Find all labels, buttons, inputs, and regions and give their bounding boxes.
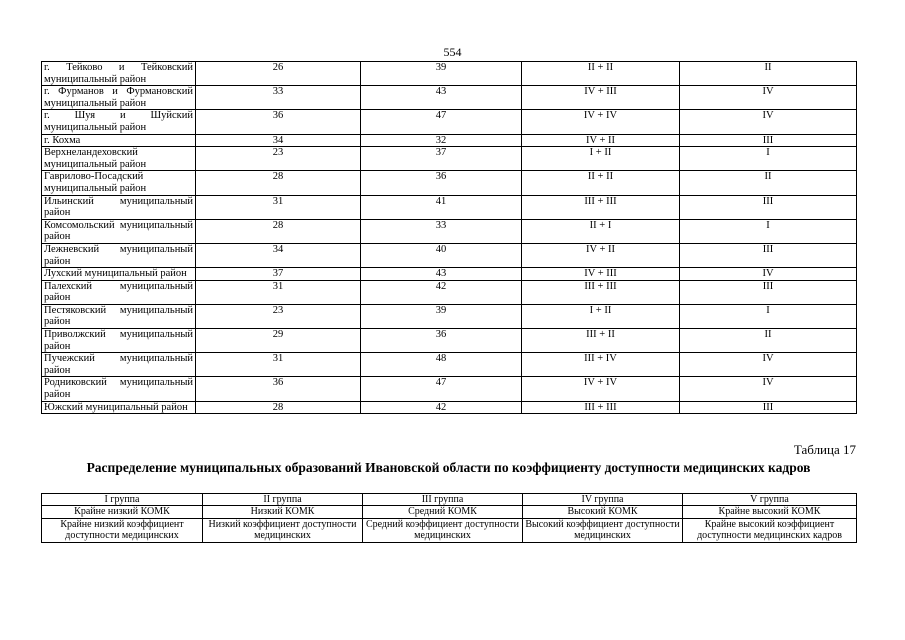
- group-cell: Средний коэффициент доступности медицинских: [363, 518, 523, 542]
- table-row: [42, 219, 857, 243]
- value-cell: 47: [361, 377, 522, 401]
- table-row: [42, 518, 857, 542]
- value-cell: 41: [361, 195, 522, 219]
- table-row: [42, 280, 857, 304]
- value-cell: 23: [196, 304, 361, 328]
- table-row: [42, 377, 857, 401]
- municipality-name-cell: Пучежский муниципальный район: [42, 353, 196, 377]
- value-cell: IV: [680, 110, 857, 134]
- table-row: [42, 401, 857, 414]
- table-row: [42, 494, 857, 506]
- municipality-name-cell: Верхнеландеховский муниципальный район: [42, 147, 196, 171]
- group-cell: IV группа: [523, 494, 683, 506]
- value-cell: 23: [196, 147, 361, 171]
- value-cell: 42: [361, 401, 522, 414]
- municipality-name-cell: Пестяковский муниципальный район: [42, 304, 196, 328]
- value-cell: 29: [196, 329, 361, 353]
- group-cell: Низкий КОМК: [203, 506, 363, 518]
- table-row: [42, 243, 857, 267]
- value-cell: 31: [196, 353, 361, 377]
- value-cell: III + III: [522, 280, 680, 304]
- group-cell: I группа: [42, 494, 203, 506]
- value-cell: 37: [361, 147, 522, 171]
- value-cell: III: [680, 195, 857, 219]
- value-cell: IV: [680, 353, 857, 377]
- table-row: [42, 353, 857, 377]
- value-cell: III: [680, 401, 857, 414]
- value-cell: II: [680, 171, 857, 195]
- value-cell: 34: [196, 243, 361, 267]
- group-cell: II группа: [203, 494, 363, 506]
- value-cell: IV + III: [522, 86, 680, 110]
- value-cell: 31: [196, 280, 361, 304]
- value-cell: IV + IV: [522, 377, 680, 401]
- municipality-name-cell: г. Шуя и Шуйский муниципальный район: [42, 110, 196, 134]
- municipality-name-cell: Гаврилово-Посадский муниципальный район: [42, 171, 196, 195]
- table-17-title: Распределение муниципальных образований Ивановской области по коэффициенту доступности медицинских кадров: [86, 460, 811, 475]
- value-cell: 36: [196, 110, 361, 134]
- value-cell: 28: [196, 171, 361, 195]
- table-row: [42, 195, 857, 219]
- group-cell: Крайне низкий КОМК: [42, 506, 203, 518]
- table-row: [42, 171, 857, 195]
- value-cell: 36: [361, 329, 522, 353]
- municipality-name-cell: г. Тейково и Тейковский муниципальный район: [42, 62, 196, 86]
- value-cell: I + II: [522, 147, 680, 171]
- table-row: [42, 268, 857, 281]
- value-cell: III + II: [522, 329, 680, 353]
- value-cell: II: [680, 62, 857, 86]
- table-row: [42, 147, 857, 171]
- table-row: [42, 304, 857, 328]
- table-row: [42, 86, 857, 110]
- group-cell: Высокий КОМК: [523, 506, 683, 518]
- table-row: [42, 62, 857, 86]
- group-cell: V группа: [683, 494, 857, 506]
- value-cell: 26: [196, 62, 361, 86]
- value-cell: IV: [680, 86, 857, 110]
- group-cell: Средний КОМК: [363, 506, 523, 518]
- value-cell: IV + IV: [522, 110, 680, 134]
- table-row: [42, 134, 857, 147]
- value-cell: 34: [196, 134, 361, 147]
- municipality-name-cell: Лежневский муниципальный район: [42, 243, 196, 267]
- value-cell: IV + III: [522, 268, 680, 281]
- value-cell: 36: [196, 377, 361, 401]
- municipality-scores-table: [41, 61, 857, 414]
- group-cell: Высокий коэффициент доступности медицинских: [523, 518, 683, 542]
- value-cell: I: [680, 219, 857, 243]
- value-cell: III: [680, 134, 857, 147]
- value-cell: 43: [361, 268, 522, 281]
- value-cell: I: [680, 304, 857, 328]
- value-cell: 39: [361, 304, 522, 328]
- value-cell: 42: [361, 280, 522, 304]
- value-cell: 48: [361, 353, 522, 377]
- value-cell: II: [680, 329, 857, 353]
- municipality-name-cell: Лухский муниципальный район: [42, 268, 196, 281]
- value-cell: 39: [361, 62, 522, 86]
- group-cell: Крайне низкий коэффициент доступности медицинских: [42, 518, 203, 542]
- value-cell: 31: [196, 195, 361, 219]
- value-cell: 32: [361, 134, 522, 147]
- municipality-name-cell: Родниковский муниципальный район: [42, 377, 196, 401]
- municipality-name-cell: Палехский муниципальный район: [42, 280, 196, 304]
- municipality-name-cell: Приволжский муниципальный район: [42, 329, 196, 353]
- value-cell: III + IV: [522, 353, 680, 377]
- value-cell: II + II: [522, 62, 680, 86]
- municipality-name-cell: г. Фурманов и Фурмановский муниципальный район: [42, 86, 196, 110]
- municipality-name-cell: Южский муниципальный район: [42, 401, 196, 414]
- value-cell: 37: [196, 268, 361, 281]
- municipality-name-cell: Комсомольский муниципальный район: [42, 219, 196, 243]
- value-cell: II + II: [522, 171, 680, 195]
- value-cell: 40: [361, 243, 522, 267]
- value-cell: 33: [196, 86, 361, 110]
- value-cell: IV + II: [522, 134, 680, 147]
- municipality-name-cell: Ильинский муниципальный район: [42, 195, 196, 219]
- value-cell: II + I: [522, 219, 680, 243]
- table-row: [42, 110, 857, 134]
- value-cell: III: [680, 243, 857, 267]
- value-cell: 47: [361, 110, 522, 134]
- table-row: [42, 329, 857, 353]
- value-cell: I + II: [522, 304, 680, 328]
- group-cell: III группа: [363, 494, 523, 506]
- group-distribution-table: [41, 493, 857, 543]
- value-cell: 28: [196, 219, 361, 243]
- value-cell: 28: [196, 401, 361, 414]
- value-cell: IV: [680, 377, 857, 401]
- value-cell: IV: [680, 268, 857, 281]
- value-cell: 43: [361, 86, 522, 110]
- group-cell: Крайне высокий КОМК: [683, 506, 857, 518]
- municipality-name-cell: г. Кохма: [42, 134, 196, 147]
- page-number: 554: [443, 45, 462, 59]
- value-cell: III + III: [522, 401, 680, 414]
- value-cell: IV + II: [522, 243, 680, 267]
- group-cell: Крайне высокий коэффициент доступности медицинских кадров: [683, 518, 857, 542]
- table-17-label: Таблица 17: [793, 442, 856, 457]
- group-cell: Низкий коэффициент доступности медицинских: [203, 518, 363, 542]
- value-cell: 36: [361, 171, 522, 195]
- value-cell: III + III: [522, 195, 680, 219]
- value-cell: 33: [361, 219, 522, 243]
- value-cell: III: [680, 280, 857, 304]
- table-row: [42, 506, 857, 518]
- value-cell: I: [680, 147, 857, 171]
